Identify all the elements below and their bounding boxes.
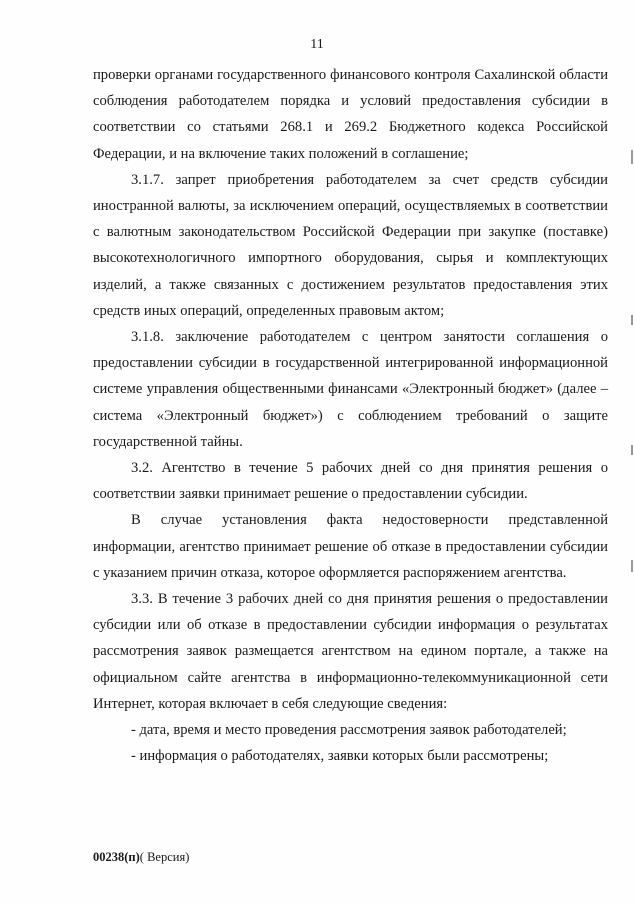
- paragraph-3-2: 3.2. Агентство в течение 5 рабочих дней со дня принятия решения о соответствии заявки принимает решение о предоставлении субсидии.: [93, 460, 608, 503]
- scan-edge-mark: [631, 560, 633, 572]
- paragraph-continuation: проверки органами государственного финансового контроля Сахалинской области соблюдения работодателем порядка и условий предоставления субсидии в соответствии со статьями 268.1 и 269.2 Бюджетного кодекса Российской Федерации, и на включение таких положений в соглашение;: [93, 67, 608, 162]
- page-number: 11: [310, 37, 324, 52]
- paragraph-refusal: В случае установления факта недостоверности представленной информации, агентство принимает решение об отказе в предоставлении субсидии с указанием причин отказа, которое оформляется распоряжением агентства.: [93, 512, 608, 581]
- paragraph-3-1-7: 3.1.7. запрет приобретения работодателем за счет средств субсидии иностранной валюты, за исключением операций, осуществляемых в соответствии с валютным законодательством Российской Федерации при закупке (поставке) высокотехнологичного импортного оборудования, сырья и комплектующих изделий, а также связанных с достижением результатов предоставления этих средств иных операций, определенных правовым актом;: [93, 171, 608, 319]
- scan-edge-mark: [631, 150, 633, 164]
- scan-edge-mark: [631, 445, 633, 455]
- list-item: - дата, время и место проведения рассмотрения заявок работодателей;: [131, 722, 567, 739]
- scan-edge-mark: [631, 315, 633, 325]
- document-body: [93, 62, 608, 769]
- document-code: 00238(п): [93, 850, 140, 864]
- paragraph-3-3: 3.3. В течение 3 рабочих дней со дня принятия решения о предоставлении субсидии или об отказе в предоставлении субсидии информация о результатах рассмотрения заявок размещается агентством на едином портале, а также на официальном сайте агентства в информационно-телекоммуникационной сети Интернет, которая включает в себя следующие сведения:: [93, 591, 608, 712]
- paragraph-3-1-8: 3.1.8. заключение работодателем с центром занятости соглашения о предоставлении субсидии в государственной интегрированной информационной системе управления общественными финансами «Электронный бюджет» (далее – система «Электронный бюджет») с соблюдением требований о защите государственной тайны.: [93, 329, 608, 450]
- document-version: ( Версия): [139, 850, 190, 864]
- list-item: - информация о работодателях, заявки которых были рассмотрены;: [131, 748, 549, 765]
- footer: [93, 850, 189, 865]
